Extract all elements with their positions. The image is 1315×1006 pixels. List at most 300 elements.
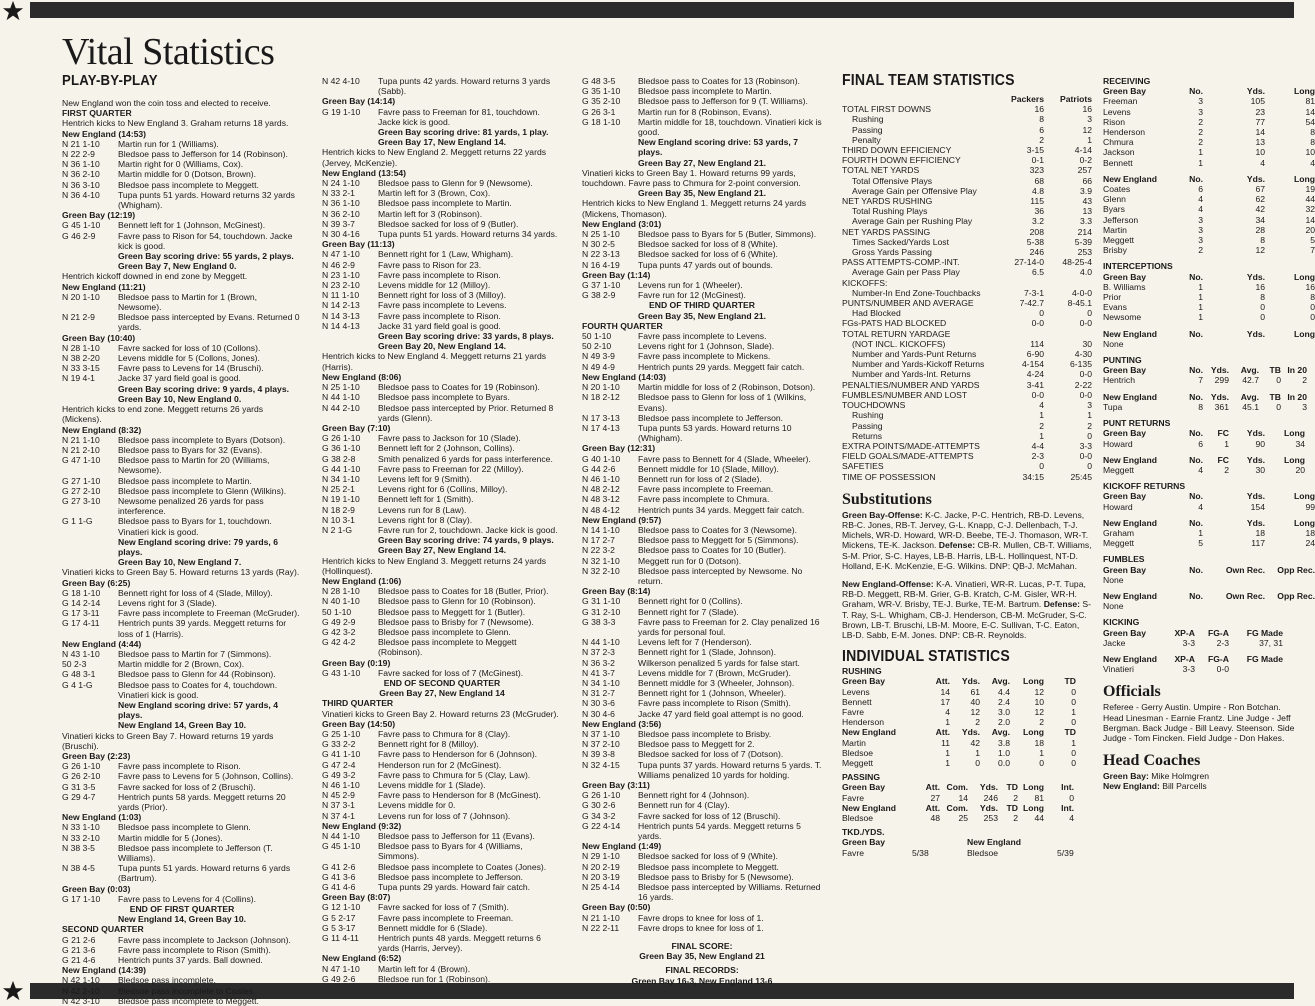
stat-value: 12 bbox=[970, 706, 980, 717]
stat-value: 5 bbox=[1198, 538, 1203, 549]
play-description: Tupa punts 51 yards. Howard returns 6 yards (Bartrum). bbox=[118, 863, 291, 884]
play-position: N 37 4-1 bbox=[322, 810, 355, 821]
scoring-summary: Green Bay 27, New England 14. bbox=[378, 545, 506, 556]
team-stat-row bbox=[842, 257, 1092, 267]
play-row bbox=[62, 363, 302, 373]
stat-value: 4 bbox=[945, 706, 950, 717]
play-description: Martin middle for 2 (Brown, Cox). bbox=[118, 659, 245, 670]
play-row bbox=[62, 608, 302, 618]
team-label: Green Bay bbox=[1103, 271, 1146, 282]
player-name: Levens bbox=[842, 686, 870, 697]
play-row bbox=[322, 831, 562, 841]
play-row bbox=[62, 975, 302, 985]
player-row bbox=[1103, 465, 1303, 475]
stat-label: TOUCHDOWNS bbox=[842, 400, 906, 411]
play-description: Bledsoe pass to Coates for 19 (Robinson). bbox=[378, 382, 540, 393]
drive-header: New England (8:06) bbox=[322, 371, 402, 382]
team-stat-row bbox=[842, 451, 1092, 461]
player-row bbox=[842, 748, 1092, 758]
top-border-bar bbox=[30, 2, 1294, 18]
play-position: N 39 3-8 bbox=[582, 749, 615, 760]
stat-value: 8 bbox=[1198, 401, 1203, 412]
play-description: Henderson run for 2 (McGinest). bbox=[378, 759, 502, 770]
column-header: TD bbox=[1064, 676, 1076, 687]
column-header: TD bbox=[1006, 802, 1018, 813]
stat-value: 3 bbox=[1198, 96, 1203, 107]
play-row bbox=[62, 792, 302, 812]
play-description: Levens run for 1 (Wheeler). bbox=[638, 280, 743, 291]
play-description: Bennett left for 1 (Johnson, McGinest). bbox=[118, 220, 266, 231]
drive-header: Green Bay (2:23) bbox=[62, 751, 131, 761]
stat-label: FOURTH DOWN EFFICIENCY bbox=[842, 155, 961, 166]
play-description: Hentrich punts 58 yards. Meggett returns 20 yards (Prior). bbox=[118, 791, 286, 813]
play-position: N 28 1-10 bbox=[322, 586, 360, 597]
packers-value: 4-24 bbox=[1026, 369, 1044, 380]
patriots-value: 2 bbox=[1087, 420, 1092, 431]
play-position: N 48 2-12 bbox=[582, 484, 620, 495]
play-description: Bledsoe pass incomplete to Byars (Dotson). bbox=[118, 434, 286, 445]
play-row bbox=[582, 678, 822, 688]
player-name: Henderson bbox=[842, 717, 885, 728]
stat-value: 4 bbox=[1260, 157, 1265, 168]
play-note: Hentrich kicks to New England 3. Meggett returns 24 yards (Hollinquest). bbox=[322, 555, 547, 576]
play-row bbox=[582, 709, 822, 719]
patriots-value: 0-2 bbox=[1079, 155, 1092, 166]
column-header: Int. bbox=[1061, 782, 1074, 793]
quarter-summary: END OF SECOND QUARTER bbox=[383, 677, 501, 688]
play-position: N 14 4-13 bbox=[322, 320, 360, 331]
scoring-summary: Green Bay 7, New England 0. bbox=[118, 261, 237, 272]
final-score-label: FINAL SCORE: bbox=[671, 941, 733, 952]
play-position: N 22 2-11 bbox=[582, 922, 620, 933]
column-header: No. bbox=[1189, 428, 1203, 439]
play-row bbox=[582, 913, 822, 923]
player-name: Martin bbox=[842, 737, 866, 748]
stat-value: 37, 31 bbox=[1259, 637, 1283, 648]
play-position: N 40 1-10 bbox=[322, 596, 360, 607]
play-description: Favre sacked for loss of 7 (McGinest). bbox=[378, 667, 524, 678]
column-header: Att. bbox=[935, 676, 950, 687]
play-position: N 41 3-7 bbox=[582, 667, 615, 678]
team-stat-row bbox=[842, 206, 1092, 216]
player-name: Coates bbox=[1103, 184, 1131, 195]
play-position: G 41 2-6 bbox=[322, 861, 356, 872]
patriots-value: 0 bbox=[1087, 461, 1092, 472]
column-header: Long bbox=[1294, 271, 1315, 282]
play-position: N 14 2-13 bbox=[322, 300, 360, 311]
stat-value: 117 bbox=[1251, 538, 1265, 549]
play-row bbox=[322, 300, 562, 310]
team-stat-row bbox=[842, 196, 1092, 206]
play-row bbox=[322, 505, 562, 515]
drive-header: Green Bay (12:19) bbox=[62, 210, 136, 221]
play-row bbox=[62, 761, 302, 771]
play-row bbox=[62, 373, 302, 383]
packers-value: 246 bbox=[1029, 247, 1044, 258]
drive-header: New England (9:32) bbox=[322, 820, 402, 831]
play-position: G 21 3-6 bbox=[62, 944, 96, 955]
play-description: Bennett middle for 10 (Slade, Milloy). bbox=[638, 463, 779, 474]
patriots-value: 12 bbox=[1082, 124, 1092, 135]
play-position: N 48 3-12 bbox=[582, 494, 620, 505]
play-position: G 38 2-8 bbox=[322, 453, 356, 464]
play-position: G 27 1-10 bbox=[62, 475, 101, 486]
column-header: Int. bbox=[1061, 802, 1074, 813]
stat-label: FGs-PATS HAD BLOCKED bbox=[842, 318, 947, 329]
play-description: Hentrich punts 48 yards. Meggett returns 6 yards (Harris, Jervey). bbox=[378, 933, 541, 954]
play-description: Bledsoe pass to Brisby for 5 (Newsome). bbox=[638, 871, 794, 882]
stat-value: 6 bbox=[1198, 438, 1203, 449]
section-label: FUMBLES bbox=[1103, 554, 1145, 565]
column-header: Yds. bbox=[979, 802, 998, 813]
play-description: Bledsoe pass incomplete to Byars. bbox=[378, 392, 510, 403]
officials-text: Referee - Gerry Austin. Umpire - Ron Botchan. Head Linesman - Earnie Frantz. Line Judge - Jeff Bergman. Back Judge - Bill Leavy. Steenson. Side Judge - Tom Fincken. Field Judge - Don Hakes. bbox=[1103, 702, 1295, 743]
play-position: N 25 4-14 bbox=[582, 882, 620, 893]
play-position: N 34 1-10 bbox=[322, 473, 360, 484]
stat-value: 54 bbox=[1305, 116, 1315, 127]
play-row bbox=[582, 392, 822, 412]
team-stat-row bbox=[842, 472, 1092, 482]
column-header: No. bbox=[1189, 590, 1203, 601]
drive-header: New England (3:01) bbox=[582, 218, 662, 229]
play-position: N 20 1-10 bbox=[582, 382, 620, 393]
play-description: Bledsoe pass to Meggett for 1 (Butler). bbox=[378, 606, 526, 617]
drive-header: New England (14:03) bbox=[582, 371, 667, 382]
play-row bbox=[322, 841, 562, 861]
section-label: INTERCEPTIONS bbox=[1103, 261, 1173, 272]
play-position: N 28 1-10 bbox=[62, 342, 100, 353]
packers-value: 6 bbox=[1039, 124, 1044, 135]
play-row bbox=[62, 231, 302, 251]
play-description: Levens middle for 5 (Collons, Jones). bbox=[118, 353, 260, 364]
play-position: G 1 1-G bbox=[62, 516, 93, 527]
player-row bbox=[1103, 375, 1307, 386]
play-position: G 25 1-10 bbox=[322, 729, 361, 739]
player-row bbox=[1103, 147, 1315, 158]
stat-value: 8 bbox=[1310, 127, 1315, 138]
stat-label: THIRD DOWN EFFICIENCY bbox=[842, 145, 952, 156]
packers-value: 115 bbox=[1030, 196, 1044, 207]
column-header: Long bbox=[1284, 428, 1305, 439]
play-position: N 34 1-10 bbox=[582, 677, 620, 688]
play-row bbox=[322, 178, 562, 188]
subs-new-england: New England-Offense: K-A. Vinatieri, WR-R. Lucas, P-T. Tupa, RB-D. Meggett, RB-M. Grier, G-B. Kratch, C-M. Gisler, WR-H. Graham, WR-V. Brisby, TE-J. Burke, TE-M. Bartrum. Defense: S-T. Ray, S-L. Whigham, CB-J. Henderson, CB-M. McGruder, S-C. Brown, LB-T. Bruschi, LB-M. Moore, E-C. Sullivan, T-C. Eaton, LB-D. Sabb, E-M. Jones. DNP: CB-R. Reynolds. bbox=[842, 578, 1091, 640]
play-position: G 18 1-10 bbox=[582, 116, 621, 127]
team-stat-row bbox=[842, 380, 1092, 390]
play-row bbox=[62, 455, 302, 475]
play-description: Martin middle for 5 (Jones). bbox=[118, 832, 223, 843]
player-name: Jackson bbox=[1103, 147, 1135, 158]
play-note: Vinatieri kicks to Green Bay 5. Howard returns 13 yards (Ray). bbox=[62, 567, 300, 578]
play-description: Bledsoe pass to Coates for 3 (Newsome). bbox=[638, 524, 798, 535]
stat-value: 1 bbox=[945, 717, 950, 728]
player-name: Jacke bbox=[1103, 637, 1126, 648]
packers-value: 4-4 bbox=[1031, 440, 1044, 451]
column-header: Long bbox=[1294, 491, 1315, 502]
section-label: RECEIVING bbox=[1103, 76, 1151, 86]
team-stat-row bbox=[842, 104, 1092, 114]
play-row bbox=[322, 749, 562, 759]
play-row bbox=[582, 107, 822, 117]
play-description: Bledsoe pass to Martin for 1 (Brown, Newsome). bbox=[118, 291, 257, 313]
patriots-value bbox=[1044, 329, 1092, 339]
play-description: Bledsoe pass incomplete to Jefferson. bbox=[378, 871, 524, 882]
drive-header: Green Bay (0:50) bbox=[582, 902, 651, 913]
player-name: Levens bbox=[1103, 106, 1131, 117]
team-stat-row bbox=[842, 349, 1092, 359]
stat-label: NET YARDS RUSHING bbox=[842, 196, 933, 207]
play-row bbox=[582, 229, 822, 239]
stat-value: 361 bbox=[1214, 401, 1229, 412]
play-description: Bledsoe pass to Glenn for 10 (Robinson). bbox=[378, 596, 536, 607]
column-header: Yds. bbox=[961, 727, 980, 738]
play-description: Jacke 37 yard field goal is good. bbox=[118, 373, 241, 384]
packers-value: 1 bbox=[1039, 430, 1044, 441]
subs-heading: Substitutions bbox=[842, 490, 932, 508]
play-description: Bledsoe pass to Byars for 1, touchdown. Vinatieri kick is good. bbox=[118, 516, 272, 537]
stat-header bbox=[1103, 491, 1315, 502]
packers-value bbox=[996, 329, 1044, 339]
patriots-value: 8-45.1 bbox=[1067, 298, 1092, 309]
page-title: Vital Statistics bbox=[62, 31, 275, 73]
stat-label: PENALTIES/NUMBER AND YARDS bbox=[842, 379, 980, 390]
play-position: N 33 2-10 bbox=[62, 832, 100, 843]
passing-table bbox=[842, 782, 1092, 823]
team-stat-row bbox=[842, 359, 1092, 369]
play-description: Bennett right for 4 (Johnson). bbox=[638, 790, 750, 801]
play-position: N 24 1-10 bbox=[322, 178, 360, 189]
play-description: Hentrich punts 34 yards. Meggett fair catch. bbox=[638, 504, 805, 515]
play-position: 50 2-10 bbox=[582, 341, 612, 352]
player-row bbox=[1103, 127, 1315, 138]
player-name: Bennett bbox=[842, 696, 872, 707]
stat-value: 44 bbox=[1305, 194, 1315, 205]
play-row bbox=[322, 290, 562, 300]
player-name: Meggett bbox=[1103, 235, 1135, 246]
play-row bbox=[62, 139, 302, 149]
stat-header bbox=[1103, 391, 1307, 402]
play-position: G 17 4-11 bbox=[62, 618, 100, 629]
play-row bbox=[582, 851, 822, 861]
stat-value: 0 bbox=[1071, 747, 1076, 758]
play-description: Favre sacked for loss of 12 (Bruschi). bbox=[638, 810, 781, 821]
play-row bbox=[582, 76, 822, 86]
stat-label: Returns bbox=[852, 430, 883, 441]
stat-value: 3.0 bbox=[998, 706, 1010, 717]
stat-value: 1 bbox=[1198, 292, 1203, 303]
play-row bbox=[62, 771, 302, 781]
play-position: G 34 3-2 bbox=[582, 810, 616, 821]
play-row bbox=[322, 76, 562, 96]
play-description: Martin left for 4 (Brown). bbox=[378, 963, 471, 974]
pbp-list bbox=[582, 76, 822, 933]
play-note: Hentrich kicks to end zone. Meggett returns 26 yards (Mickens). bbox=[62, 404, 264, 425]
team-label: New England bbox=[1103, 517, 1157, 528]
play-position: N 44 2-10 bbox=[322, 402, 360, 413]
coach-green-bay: Green Bay: Mike Holmgren bbox=[1103, 771, 1210, 782]
play-row bbox=[582, 566, 822, 586]
play-description: Tupa punts 51 yards. Howard returns 34 yards. bbox=[378, 229, 558, 240]
column-header: Yds. bbox=[1246, 491, 1265, 502]
column-header: XP-A bbox=[1174, 653, 1195, 664]
pbp-column-3 bbox=[582, 76, 822, 986]
play-position: N 22 3-2 bbox=[582, 545, 615, 556]
stat-value: 3.8 bbox=[998, 737, 1010, 748]
play-position: N 33 1-10 bbox=[62, 822, 100, 833]
stat-label: Rushing bbox=[852, 114, 884, 125]
play-position: G 49 3-2 bbox=[322, 769, 356, 780]
play-row bbox=[582, 760, 822, 780]
play-description: Levens middle for 1 (Slade). bbox=[378, 780, 486, 791]
final-score: Green Bay 35, New England 21 bbox=[639, 951, 765, 962]
play-position: N 10 3-1 bbox=[322, 514, 355, 525]
stat-value: 8 bbox=[1310, 292, 1315, 303]
player-name: Brisby bbox=[1103, 245, 1127, 256]
play-row bbox=[582, 413, 822, 423]
play-description: Favre drops to knee for loss of 1. bbox=[638, 922, 764, 933]
patriots-value: 0-0 bbox=[1079, 389, 1092, 400]
packers-value: 7-42.7 bbox=[1019, 298, 1044, 309]
stat-value: 7 bbox=[1310, 245, 1315, 256]
play-description: Bledsoe pass incomplete to Jefferson (T. Williams). bbox=[118, 842, 273, 864]
play-description: Bennett right for 1 (Law, Whigham). bbox=[378, 249, 514, 260]
stat-header bbox=[1103, 365, 1307, 376]
play-position: N 17 4-13 bbox=[582, 422, 620, 433]
scoring-summary: Green Bay 10, New England 7. bbox=[118, 557, 242, 568]
play-note: Vinatieri kicks to Green Bay 7. Howard returns 19 yards (Bruschi). bbox=[62, 730, 274, 751]
play-position: G 26 1-10 bbox=[582, 790, 621, 801]
column-header: Long bbox=[1294, 173, 1315, 184]
play-row bbox=[322, 188, 562, 198]
play-description: Tupa punts 42 yards. Howard returns 3 yards (Sabb). bbox=[378, 76, 551, 97]
play-row bbox=[62, 680, 302, 700]
column-header: FG Made bbox=[1246, 653, 1283, 664]
play-row bbox=[582, 556, 822, 566]
play-row bbox=[62, 292, 302, 312]
player-row bbox=[842, 813, 1092, 823]
packers-header: Packers bbox=[1011, 94, 1044, 104]
play-row bbox=[322, 760, 562, 770]
play-row bbox=[582, 341, 822, 351]
column-header: FC bbox=[1217, 454, 1229, 465]
drive-header: New England (1:49) bbox=[582, 841, 662, 852]
stat-value: 17 bbox=[940, 696, 950, 707]
drive-header: New England (4:44) bbox=[62, 638, 142, 649]
team-label: New England bbox=[1103, 328, 1157, 339]
stat-value: 45.1 bbox=[1242, 401, 1259, 412]
play-description: Bledsoe pass incomplete to Martin. bbox=[378, 198, 512, 209]
drive-header: New England (1:06) bbox=[322, 575, 402, 586]
team-label: New England bbox=[842, 802, 896, 813]
play-row bbox=[62, 588, 302, 598]
play-row bbox=[62, 986, 302, 996]
play-row bbox=[582, 525, 822, 535]
play-row bbox=[322, 617, 562, 627]
play-position: N 18 2-9 bbox=[322, 504, 355, 515]
play-position: G 17 3-11 bbox=[62, 608, 100, 619]
patriots-value: 214 bbox=[1077, 226, 1092, 237]
play-position: N 32 1-10 bbox=[582, 555, 620, 566]
stat-value: 20 bbox=[1305, 224, 1315, 235]
play-description: Favre pass to Freeman for 22 (Milloy). bbox=[378, 463, 524, 474]
play-position: G 26 1-10 bbox=[62, 761, 101, 772]
play-row bbox=[322, 443, 562, 453]
play-row bbox=[62, 435, 302, 445]
play-position: N 46 1-10 bbox=[322, 780, 360, 791]
stat-value: 2 bbox=[1013, 792, 1018, 803]
play-position: N 20 2-19 bbox=[582, 861, 620, 872]
stat-header bbox=[1103, 328, 1315, 339]
player-name: Meggett bbox=[1103, 538, 1135, 549]
team-stat-row bbox=[842, 176, 1092, 186]
play-position: N 47 1-10 bbox=[322, 249, 360, 260]
play-row bbox=[582, 923, 822, 933]
patriots-value: 3 bbox=[1087, 400, 1092, 411]
stat-value: 14 bbox=[940, 686, 950, 697]
play-row bbox=[322, 382, 562, 392]
team-stat-row bbox=[842, 216, 1092, 226]
play-row bbox=[62, 180, 302, 190]
stat-value: 2 bbox=[1039, 717, 1044, 728]
play-row bbox=[322, 321, 562, 331]
packers-value: 1 bbox=[1039, 410, 1044, 421]
play-description: Bledsoe sacked for loss of 9 (White). bbox=[638, 851, 778, 862]
team-label: Green Bay bbox=[1103, 86, 1146, 97]
player-name: Chmura bbox=[1103, 137, 1134, 148]
play-description: Tupa punts 29 yards. Howard fair catch. bbox=[378, 882, 531, 893]
drive-header: New England (9:57) bbox=[582, 514, 662, 525]
packers-value: 5-38 bbox=[1026, 236, 1044, 247]
play-position: N 36 2-10 bbox=[62, 169, 100, 180]
play-row bbox=[322, 862, 562, 872]
play-description: Levens middle for 0. bbox=[378, 800, 456, 811]
play-row bbox=[322, 902, 562, 912]
stat-value: 0 bbox=[1310, 302, 1315, 313]
stat-value: 27 bbox=[930, 792, 940, 803]
column-header: Att. bbox=[925, 782, 940, 793]
play-description: Bledsoe run for 1 (Robinson). bbox=[378, 973, 491, 984]
play-row bbox=[322, 913, 562, 923]
play-row bbox=[62, 996, 302, 1006]
play-position: N 42 3-10 bbox=[62, 995, 100, 1006]
play-row bbox=[62, 822, 302, 832]
pbp-list bbox=[62, 98, 302, 1006]
play-position: G 27 3-10 bbox=[62, 495, 101, 506]
packers-value: 208 bbox=[1029, 226, 1044, 237]
stat-value: 23 bbox=[1255, 106, 1265, 117]
play-position: N 38 2-20 bbox=[62, 353, 100, 364]
patriots-value: 3 bbox=[1087, 114, 1092, 125]
play-position: N 49 4-9 bbox=[582, 361, 615, 372]
patriots-value: 4-0-0 bbox=[1071, 287, 1092, 298]
play-position: N 14 1-10 bbox=[582, 524, 620, 535]
patriots-value: 4-30 bbox=[1074, 349, 1092, 360]
stat-value: 253 bbox=[983, 813, 998, 823]
column-header: Own Rec. bbox=[1225, 564, 1265, 575]
play-description: Tupa punts 51 yards. Howard returns 32 yards (Whigham). bbox=[118, 189, 295, 211]
play-description: Bledsoe pass intercepted by Williams. Returned 16 yards. bbox=[638, 882, 821, 903]
play-position: G 21 4-6 bbox=[62, 955, 96, 966]
play-row bbox=[322, 790, 562, 800]
stat-value: 12 bbox=[1034, 706, 1044, 717]
stat-header bbox=[842, 676, 1092, 686]
play-position: G 48 3-5 bbox=[582, 76, 616, 86]
column-header: TD bbox=[1064, 727, 1076, 738]
play-row bbox=[582, 637, 822, 647]
column-header: Long bbox=[1294, 328, 1315, 339]
stat-value: 42.7 bbox=[1242, 375, 1259, 386]
play-row bbox=[62, 669, 302, 679]
